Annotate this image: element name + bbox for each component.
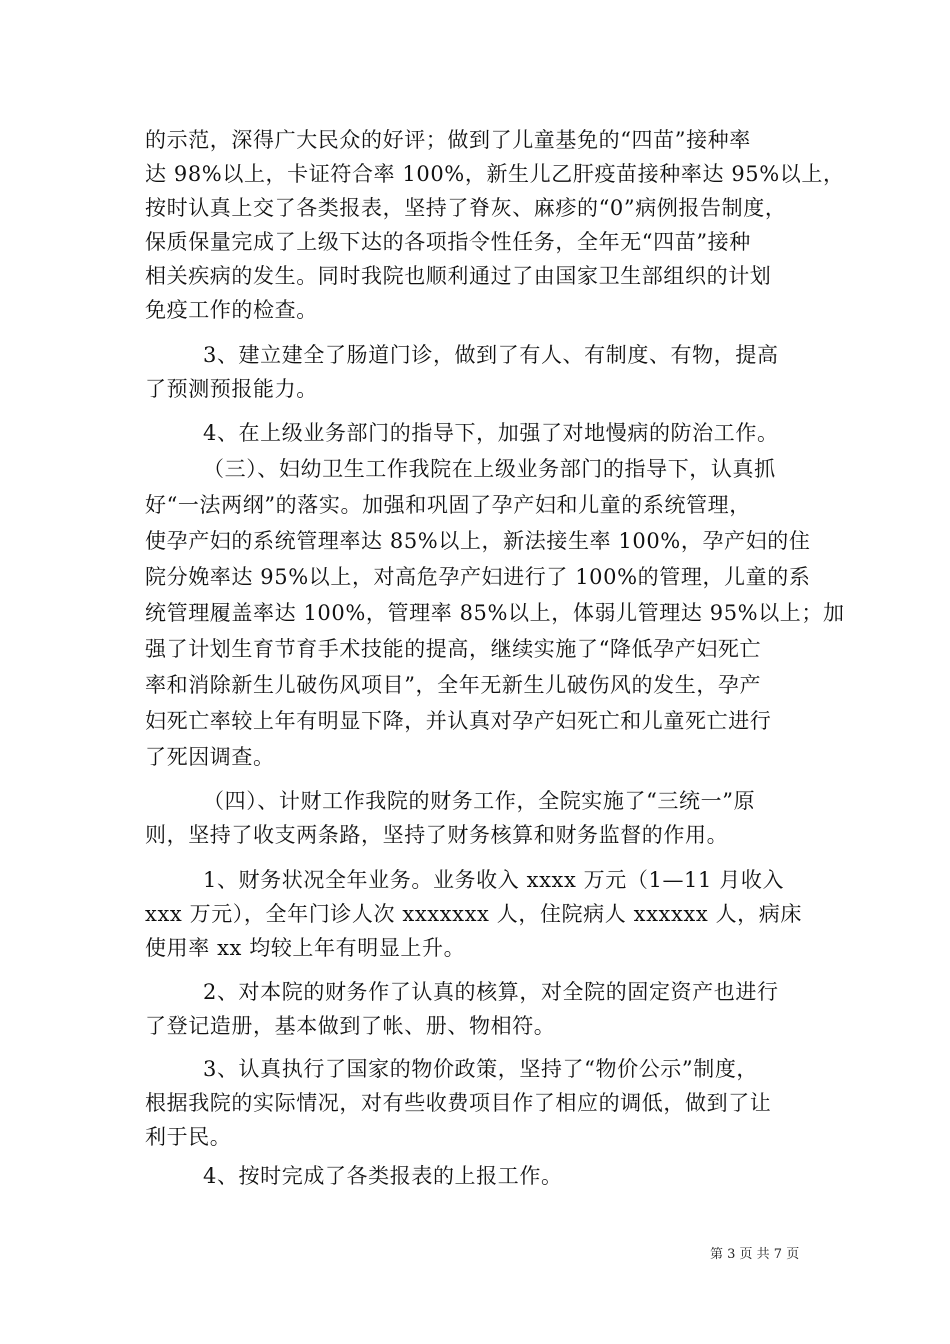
text-line: 率和消除新生儿破伤风项目”，全年无新生儿破伤风的发生，孕产 <box>145 673 762 697</box>
text-line: xxx 万元），全年门诊人次 xxxxxxx 人，住院病人 xxxxxx 人，病床 <box>145 902 802 926</box>
text-line: 免疫工作的检查。 <box>145 298 318 322</box>
text-line: 妇死亡率较上年有明显下降，并认真对孕产妇死亡和儿童死亡进行 <box>145 709 772 733</box>
text-line: 3、认真执行了国家的物价政策，坚持了“物价公示”制度， <box>203 1057 759 1081</box>
text-line: 达 98%以上，卡证符合率 100%，新生儿乙肝疫苗接种率达 95%以上， <box>145 162 845 186</box>
text-line: （四）、计财工作我院的财务工作，全院实施了“三统一”原 <box>203 789 756 813</box>
text-line: 了死因调查。 <box>145 745 275 769</box>
text-line: 了登记造册，基本做到了帐、册、物相符。 <box>145 1014 556 1038</box>
text-line: 强了计划生育节育手术技能的提高，继续实施了“降低孕产妇死亡 <box>145 637 762 661</box>
text-line: 按时认真上交了各类报表，坚持了脊灰、麻疹的“0”病例报告制度， <box>145 196 787 220</box>
text-line: 院分娩率达 95%以上，对高危孕产妇进行了 100%的管理，儿童的系 <box>145 565 811 589</box>
text-line: 4、按时完成了各类报表的上报工作。 <box>203 1164 563 1188</box>
text-line: （三）、妇幼卫生工作我院在上级业务部门的指导下，认真抓 <box>203 457 776 481</box>
page-number: 第 3 页 共 7 页 <box>710 1247 800 1262</box>
text-line: 保质保量完成了上级下达的各项指令性任务，全年无“四苗”接种 <box>145 230 751 254</box>
text-line: 相关疾病的发生。同时我院也顺利通过了由国家卫生部组织的计划 <box>145 264 772 288</box>
text-line: 统管理履盖率达 100%，管理率 85%以上，体弱儿管理达 95%以上；加 <box>145 601 845 625</box>
text-line: 的示范，深得广大民众的好评；做到了儿童基免的“四苗”接种率 <box>145 128 751 152</box>
text-line: 4、在上级业务部门的指导下，加强了对地慢病的防治工作。 <box>203 421 779 445</box>
text-line: 1、财务状况全年业务。业务收入 xxxx 万元（1—11 月收入 <box>203 868 785 892</box>
text-line: 使用率 xx 均较上年有明显上升。 <box>145 936 466 960</box>
text-line: 2、对本院的财务作了认真的核算，对全院的固定资产也进行 <box>203 980 779 1004</box>
text-line: 利于民。 <box>145 1125 232 1149</box>
text-line: 了预测预报能力。 <box>145 377 318 401</box>
text-line: 好“一法两纲”的落实。加强和巩固了孕产妇和儿童的系统管理， <box>145 493 751 517</box>
text-line: 根据我院的实际情况，对有些收费项目作了相应的调低，做到了让 <box>145 1091 772 1115</box>
text-line: 3、建立建全了肠道门诊，做到了有人、有制度、有物，提高 <box>203 343 779 367</box>
text-line: 则，坚持了收支两条路，坚持了财务核算和财务监督的作用。 <box>145 823 729 847</box>
text-line: 使孕产妇的系统管理率达 85%以上，新法接生率 100%，孕产妇的住 <box>145 529 811 553</box>
